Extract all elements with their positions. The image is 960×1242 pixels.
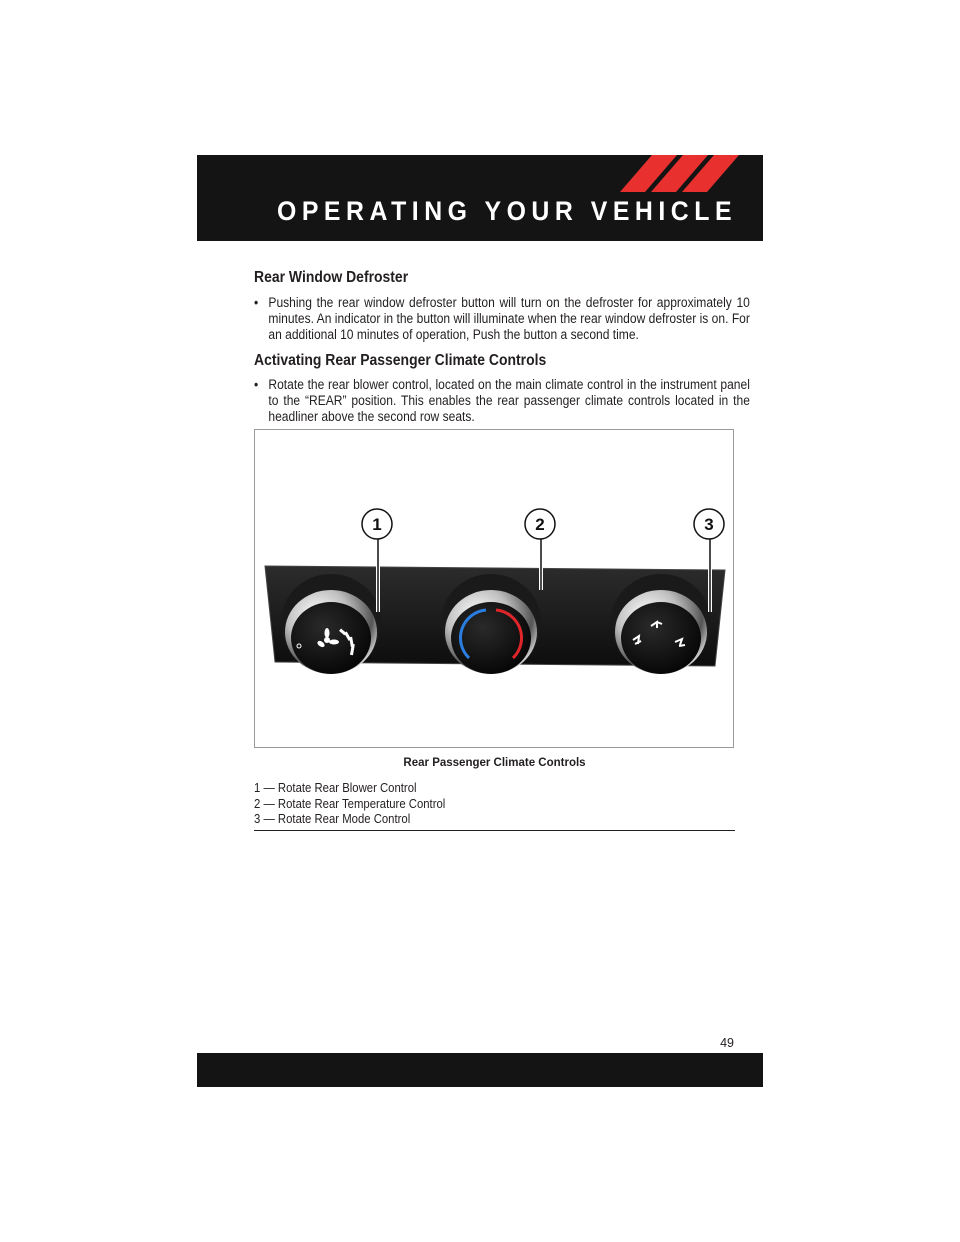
legend-divider xyxy=(254,830,735,831)
bullet-dot: • xyxy=(254,377,259,392)
footer-band xyxy=(197,1053,763,1087)
figure-caption: Rear Passenger Climate Controls xyxy=(403,757,586,769)
climate-controls-figure xyxy=(254,429,734,748)
legend-item: 1 — Rotate Rear Blower Control xyxy=(254,781,417,795)
legend-item: 2 — Rotate Rear Temperature Control xyxy=(254,796,446,811)
mode-knob xyxy=(611,574,711,674)
figure-legend xyxy=(254,781,735,828)
callout-2 xyxy=(525,509,555,539)
section-title: OPERATING YOUR VEHICLE xyxy=(276,196,737,226)
legend-item: 3 — Rotate Rear Mode Control xyxy=(254,812,411,826)
bullet-rear-climate-controls xyxy=(254,377,750,425)
page-number: 49 xyxy=(720,1036,734,1050)
callout-label: 3 xyxy=(704,515,714,534)
bullet-dot: • xyxy=(254,295,259,310)
climate-controls-photo xyxy=(255,430,735,749)
bullet-text: Rotate the rear blower control, located on the main climate control in the instrument panel to the “REAR” position. This enables the rear passenger climate controls located in the headliner above the second row seats. xyxy=(268,377,750,424)
callout-1 xyxy=(362,509,392,539)
bullet-text: Pushing the rear window defroster button will turn on the defroster for approximately 10 minutes. An indicator in the button will illuminate when the rear window defroster is on. For an additional 10 minutes of operation, Push the button a second time. xyxy=(268,295,750,342)
bullet-rear-window-defroster xyxy=(254,295,750,343)
callout-label: 1 xyxy=(372,515,382,534)
header-band xyxy=(197,155,763,241)
heading-rear-climate-controls: Activating Rear Passenger Climate Controls xyxy=(254,352,547,369)
heading-rear-window-defroster: Rear Window Defroster xyxy=(254,269,409,286)
blower-knob xyxy=(281,574,381,674)
temperature-knob xyxy=(441,574,541,674)
callout-3 xyxy=(694,509,724,539)
callout-label: 2 xyxy=(535,515,545,534)
